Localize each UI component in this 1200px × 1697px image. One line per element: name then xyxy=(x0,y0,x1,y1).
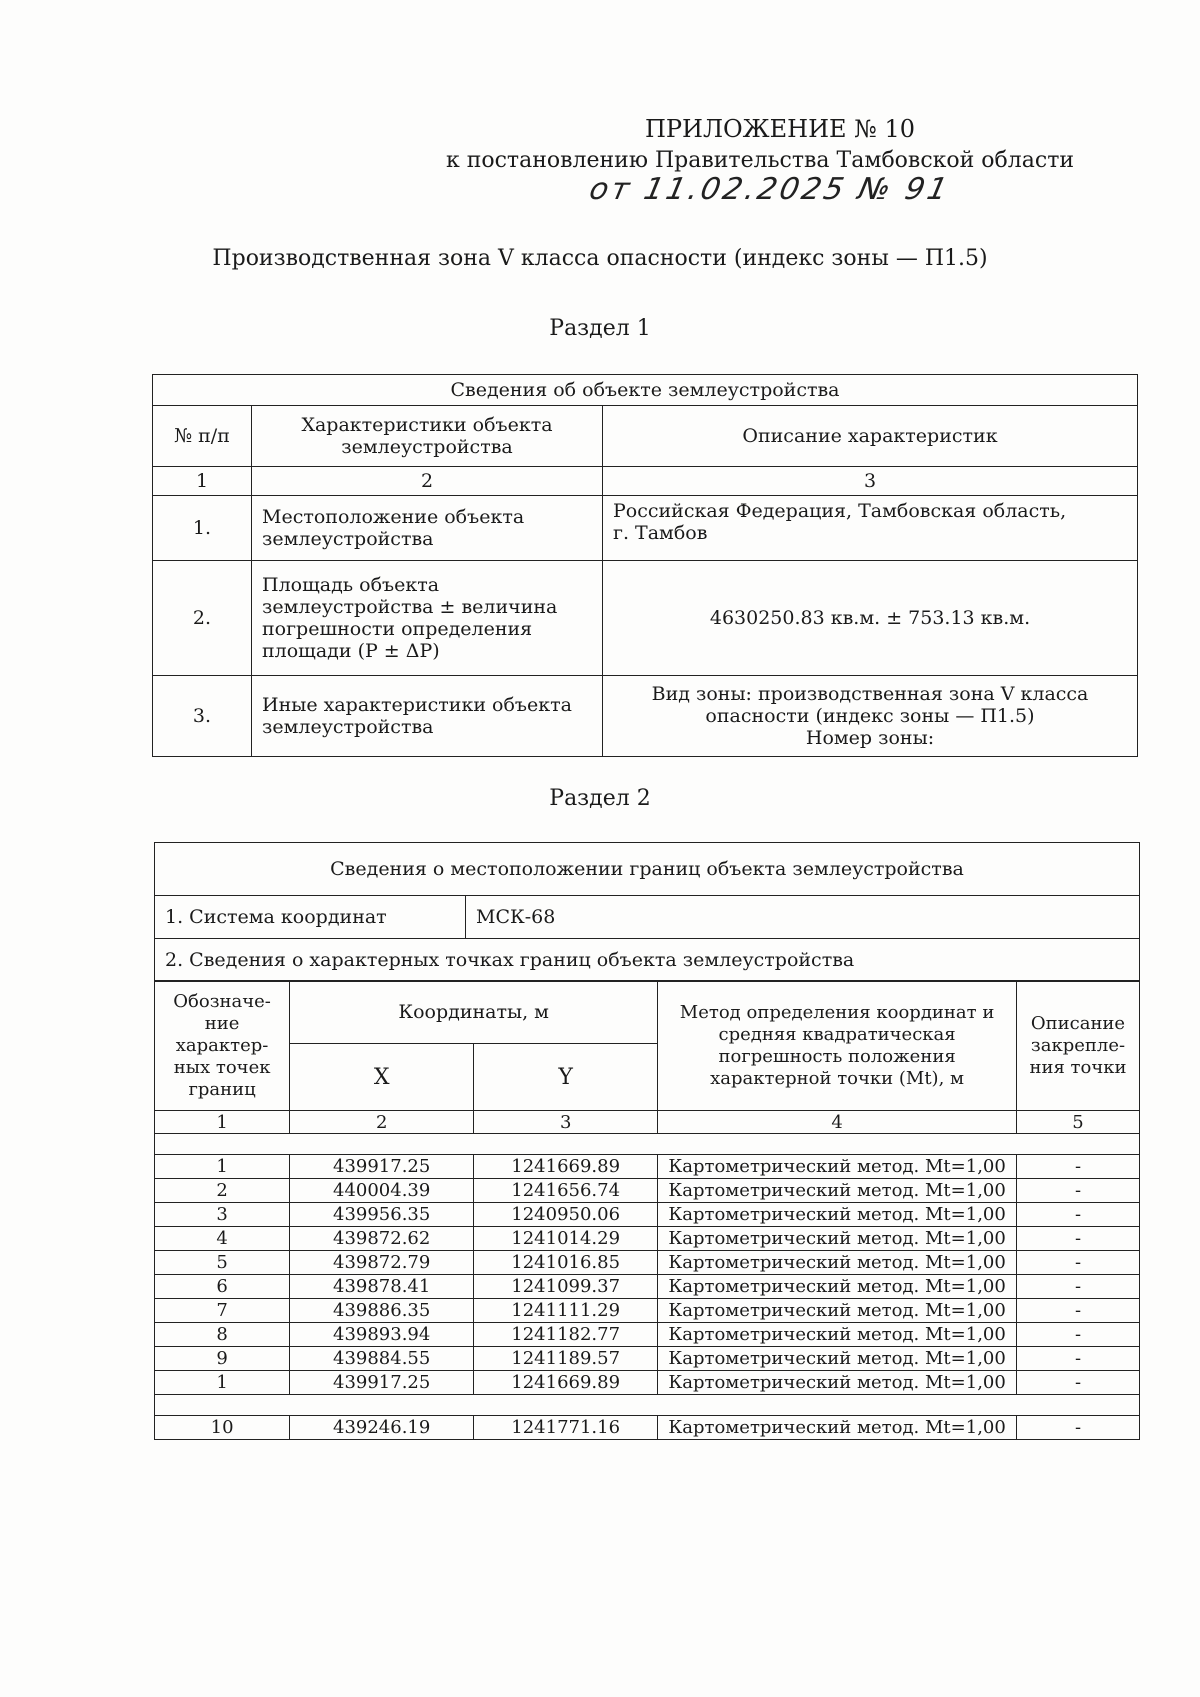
point-id: 7 xyxy=(155,1299,290,1323)
row-number: 3. xyxy=(153,676,252,757)
point-x: 439917.25 xyxy=(290,1155,474,1179)
table-row xyxy=(155,1416,1140,1440)
document-title: Производственная зона V класса опасности (индекс зоны — П1.5) xyxy=(212,246,988,271)
section1-heading: Раздел 1 xyxy=(549,316,651,341)
point-desc: - xyxy=(1016,1347,1139,1371)
location-line1: Российская Федерация, Тамбовская область, xyxy=(613,500,1067,522)
point-id: 1 xyxy=(155,1371,290,1395)
col-number: 3 xyxy=(474,1111,658,1134)
table-row xyxy=(155,1371,1140,1395)
handwritten-date-number: от 11.02.2025 № 91 xyxy=(586,172,954,207)
point-desc: - xyxy=(1016,1371,1139,1395)
col-number: 3 xyxy=(603,467,1138,496)
point-y: 1241771.16 xyxy=(474,1416,658,1440)
point-x: 439886.35 xyxy=(290,1299,474,1323)
col-number: 5 xyxy=(1016,1111,1139,1134)
point-id: 9 xyxy=(155,1347,290,1371)
table-row xyxy=(153,561,1138,676)
point-y: 1241099.37 xyxy=(474,1275,658,1299)
col-header-desc: Описание закрепле-ния точки xyxy=(1016,981,1139,1111)
blank-row xyxy=(155,1395,1140,1416)
point-desc: - xyxy=(1016,1275,1139,1299)
point-x: 439893.94 xyxy=(290,1323,474,1347)
point-desc: - xyxy=(1016,1251,1139,1275)
point-id: 5 xyxy=(155,1251,290,1275)
point-id: 3 xyxy=(155,1203,290,1227)
table-row xyxy=(155,1251,1140,1275)
point-x: 439956.35 xyxy=(290,1203,474,1227)
point-x: 439872.79 xyxy=(290,1251,474,1275)
point-desc: - xyxy=(1016,1179,1139,1203)
blank-row xyxy=(155,1134,1140,1155)
point-id: 6 xyxy=(155,1275,290,1299)
table-row xyxy=(153,496,1138,561)
point-x: 440004.39 xyxy=(290,1179,474,1203)
col-header-characteristics: Характеристики объекта землеустройства xyxy=(252,406,603,467)
col-number: 4 xyxy=(658,1111,1017,1134)
point-y: 1241669.89 xyxy=(474,1155,658,1179)
point-id: 2 xyxy=(155,1179,290,1203)
col-number: 2 xyxy=(252,467,603,496)
col-header-method: Метод определения координат и средняя квадратическая погрешность положения характерной точки (Mt), м xyxy=(658,981,1017,1111)
point-id: 1 xyxy=(155,1155,290,1179)
col-header-description: Описание характеристик xyxy=(603,406,1138,467)
point-method: Картометрический метод. Mt=1,00 xyxy=(658,1227,1017,1251)
point-x: 439872.62 xyxy=(290,1227,474,1251)
point-y: 1241669.89 xyxy=(474,1371,658,1395)
coord-system-label: 1. Система координат xyxy=(155,896,466,939)
section2-heading: Раздел 2 xyxy=(549,786,651,811)
zone-number: Номер зоны: xyxy=(805,727,935,749)
table-row xyxy=(155,1179,1140,1203)
points-body xyxy=(155,1155,1140,1395)
row-description xyxy=(603,676,1138,757)
point-x: 439246.19 xyxy=(290,1416,474,1440)
header-block xyxy=(440,112,1080,176)
table-row xyxy=(155,1275,1140,1299)
col-header-y: Y xyxy=(474,1044,658,1111)
point-method: Картометрический метод. Mt=1,00 xyxy=(658,1275,1017,1299)
point-method: Картометрический метод. Mt=1,00 xyxy=(658,1203,1017,1227)
col-number: 1 xyxy=(155,1111,290,1134)
col-header-x: X xyxy=(290,1044,474,1111)
col-header-num: № п/п xyxy=(153,406,252,467)
table-row xyxy=(155,1299,1140,1323)
point-id: 4 xyxy=(155,1227,290,1251)
point-y: 1241182.77 xyxy=(474,1323,658,1347)
point-x: 439884.55 xyxy=(290,1347,474,1371)
col-header-point: Обозначе-ние характер-ных точек границ xyxy=(155,981,290,1111)
point-desc: - xyxy=(1016,1155,1139,1179)
section1-table xyxy=(152,374,1138,757)
point-desc: - xyxy=(1016,1299,1139,1323)
section2-table xyxy=(154,842,1140,982)
table-row xyxy=(155,1227,1140,1251)
points-caption: 2. Сведения о характерных точках границ объекта землеустройства xyxy=(155,939,1140,982)
point-desc: - xyxy=(1016,1227,1139,1251)
table-row xyxy=(155,1323,1140,1347)
point-method: Картометрический метод. Mt=1,00 xyxy=(658,1299,1017,1323)
point-method: Картометрический метод. Mt=1,00 xyxy=(658,1371,1017,1395)
point-method: Картометрический метод. Mt=1,00 xyxy=(658,1179,1017,1203)
point-method: Картометрический метод. Mt=1,00 xyxy=(658,1155,1017,1179)
point-y: 1240950.06 xyxy=(474,1203,658,1227)
row-characteristic: Иные характеристики объекта землеустройства xyxy=(252,676,603,757)
section1-table-caption: Сведения об объекте землеустройства xyxy=(153,375,1138,406)
row-characteristic: Площадь объекта землеустройства ± величина погрешности определения площади (P ± ΔP) xyxy=(252,561,603,676)
point-desc: - xyxy=(1016,1203,1139,1227)
col-number: 2 xyxy=(290,1111,474,1134)
table-row xyxy=(155,1203,1140,1227)
table-row xyxy=(155,1347,1140,1371)
col-header-coords: Координаты, м xyxy=(290,981,658,1044)
row-description: 4630250.83 кв.м. ± 753.13 кв.м. xyxy=(603,561,1138,676)
table-row xyxy=(155,1155,1140,1179)
point-x: 439917.25 xyxy=(290,1371,474,1395)
point-y: 1241189.57 xyxy=(474,1347,658,1371)
appendix-subtitle: к постановлению Правительства Тамбовской области xyxy=(445,148,1075,173)
appendix-title: ПРИЛОЖЕНИЕ № 10 xyxy=(644,115,916,143)
point-y: 1241111.29 xyxy=(474,1299,658,1323)
point-id: 8 xyxy=(155,1323,290,1347)
point-method: Картометрический метод. Mt=1,00 xyxy=(658,1416,1017,1440)
coord-system-value: МСК-68 xyxy=(466,896,1140,939)
section2-table-caption: Сведения о местоположении границ объекта землеустройства xyxy=(155,843,1140,896)
point-x: 439878.41 xyxy=(290,1275,474,1299)
point-y: 1241014.29 xyxy=(474,1227,658,1251)
point-id: 10 xyxy=(155,1416,290,1440)
location-line2: г. Тамбов xyxy=(613,522,708,544)
points-table xyxy=(154,980,1140,1440)
point-y: 1241016.85 xyxy=(474,1251,658,1275)
table-row xyxy=(153,676,1138,757)
row-number: 2. xyxy=(153,561,252,676)
row-description xyxy=(603,496,1138,561)
zone-type: Вид зоны: производственная зона V класса опасности (индекс зоны — П1.5) xyxy=(651,683,1089,727)
point-desc: - xyxy=(1016,1416,1139,1440)
point-method: Картометрический метод. Mt=1,00 xyxy=(658,1347,1017,1371)
row-characteristic: Местоположение объекта землеустройства xyxy=(252,496,603,561)
col-number: 1 xyxy=(153,467,252,496)
point-method: Картометрический метод. Mt=1,00 xyxy=(658,1323,1017,1347)
row-number: 1. xyxy=(153,496,252,561)
point-y: 1241656.74 xyxy=(474,1179,658,1203)
point-method: Картометрический метод. Mt=1,00 xyxy=(658,1251,1017,1275)
point-desc: - xyxy=(1016,1323,1139,1347)
